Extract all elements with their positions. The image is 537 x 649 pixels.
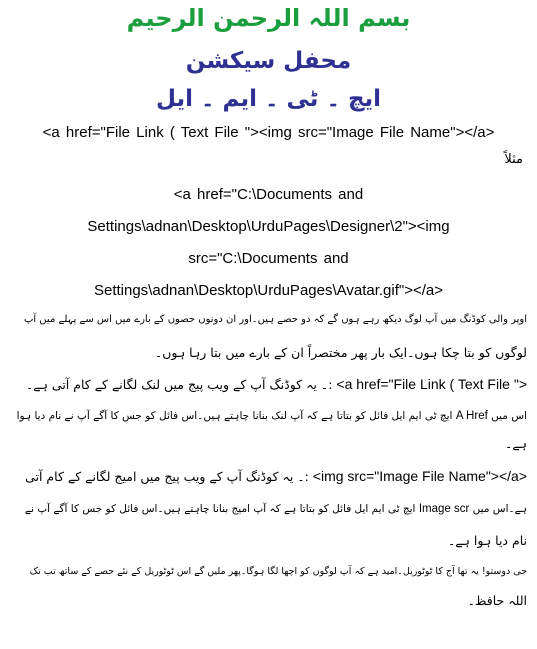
code-syntax-line: <a href="File Link ( Text File "><img src="Image File Name"></a> — [42, 124, 495, 141]
paragraph-text: :۔ یہ کوڈنگ آپ کے ویب پیج میں لنک لگانے کے کام آتی ہے۔ — [25, 377, 333, 392]
paragraph-2-line — [10, 406, 527, 426]
inline-code: <img src="Image File Name"></a> — [312, 468, 527, 484]
example-code-line: src="C:\Documents and — [188, 250, 349, 267]
example-code-line: Settings\adnan\Desktop\UrduPages\Avatar.gif"></a> — [93, 282, 444, 299]
inline-code: <a href="File Link ( Text File "> — [336, 376, 527, 392]
paragraph-1-line: اوپر والی کوڈنگ میں آپ لوگ دیکھ رہے ہوں گے کہ دو حصے ہیں۔اور ان دونوں حصوں کے بارے میں اس سے پہلے میں آپ — [23, 314, 527, 325]
bismillah-heading: بسم اللہ الرحمن الرحیم — [126, 4, 411, 32]
inline-code: Image scr — [418, 503, 470, 515]
example-label: مثلاً — [504, 152, 523, 167]
paragraph-4-line: جی دوستو! یہ تھا آج کا ٹوٹوریل۔امید ہے کہ آپ لوگوں کو اچھا لگا ہوگا۔پھر ملیں گے اس ٹوٹوریل کے نئے حصے کے ساتھ تب تک — [29, 566, 527, 577]
paragraph-text: :۔ یہ کوڈنگ آپ کے ویب پیج میں امیج لگانے کے کام آتی — [25, 469, 309, 484]
paragraph-2-line: ہے۔ — [505, 436, 527, 451]
paragraph-text: ایچ ٹی ایم ایل فائل کو بتاتا ہے کہ آپ امیج بنانا چاہتے ہیں۔اس فائل کو جس کا آگے آپ نے — [24, 503, 416, 515]
html-title: ایچ ۔ ٹی ۔ ایم ۔ ایل — [155, 86, 382, 112]
paragraph-text: اس میں — [491, 410, 527, 422]
example-code-line: <a href="C:\Documents and — [173, 186, 364, 203]
paragraph-3-line — [10, 499, 527, 519]
paragraph-2-line — [10, 374, 527, 395]
paragraph-3-line: نام دیا ہوا ہے۔ — [447, 533, 527, 548]
paragraph-3-line — [10, 466, 527, 487]
section-title: محفل سیکشن — [185, 48, 352, 74]
inline-code: A Href — [455, 410, 488, 422]
paragraph-4-line: اللہ حافظ۔ — [467, 593, 527, 608]
paragraph-text: ہے۔اس میں — [472, 503, 527, 515]
paragraph-text: ایچ ٹی ایم ایل فائل کو بتاتا ہے کہ آپ لنک بنانا چاہتے ہیں۔اس فائل کو جس کا آگے آپ نے نام دیا ہوا — [16, 410, 453, 422]
paragraph-1-line: لوگوں کو بتا چکا ہوں۔ایک بار پھر مختصراً ان کے بارے میں بتا رہا ہوں۔ — [154, 345, 527, 360]
example-code-line: Settings\adnan\Desktop\UrduPages\Designer\2"><img — [87, 218, 450, 235]
